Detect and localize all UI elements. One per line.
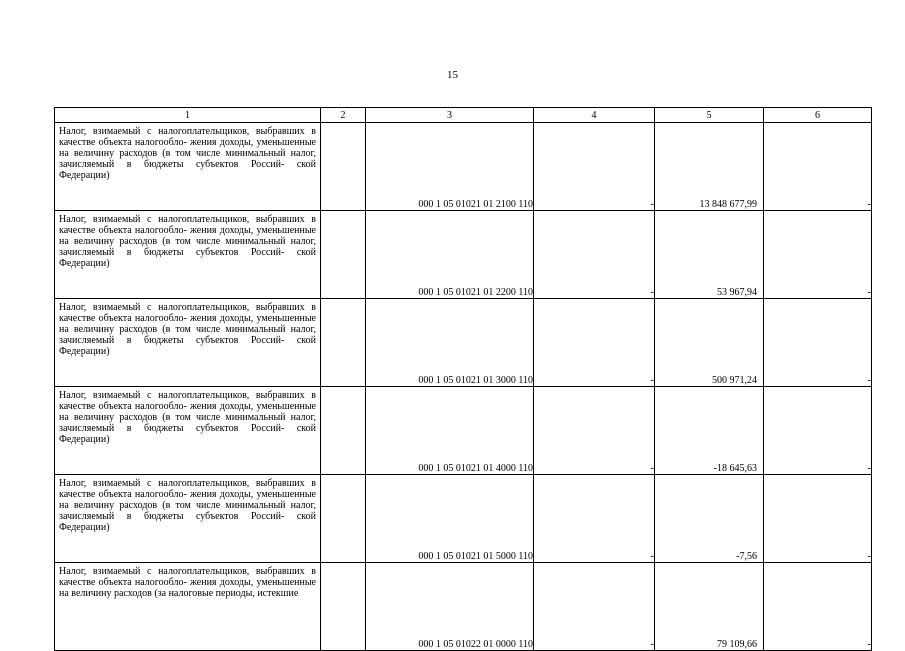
header-cell: 4 (534, 108, 655, 123)
percent-cell: - (764, 563, 872, 651)
budget-code-cell: 000 1 05 01021 01 2200 110 (366, 211, 534, 299)
amount-cell: 500 971,24 (655, 299, 764, 387)
percent-cell: - (764, 123, 872, 211)
plan-value-cell: - (534, 387, 655, 475)
header-cell: 2 (321, 108, 366, 123)
budget-code-cell: 000 1 05 01022 01 0000 110 (366, 563, 534, 651)
table-row (55, 123, 872, 211)
amount-cell: 53 967,94 (655, 211, 764, 299)
tax-description-cell (55, 475, 321, 563)
empty-cell (321, 211, 366, 299)
empty-cell (321, 123, 366, 211)
budget-code-cell: 000 1 05 01021 01 2100 110 (366, 123, 534, 211)
plan-value-cell: - (534, 475, 655, 563)
percent-cell: - (764, 299, 872, 387)
budget-code-cell: 000 1 05 01021 01 5000 110 (366, 475, 534, 563)
empty-cell (321, 299, 366, 387)
tax-description-cell (55, 387, 321, 475)
table-header-row (55, 108, 872, 123)
table-row (55, 299, 872, 387)
page-number: 15 (447, 69, 458, 81)
amount-cell: 79 109,66 (655, 563, 764, 651)
tax-description-cell (55, 563, 321, 651)
tax-description-cell (55, 299, 321, 387)
table-row (55, 563, 872, 651)
plan-value-cell: - (534, 563, 655, 651)
report-table (54, 107, 872, 651)
tax-description: Налог, взимаемый с налогоплательщиков, выбравших в качестве объекта налогообло- жения доходы, уменьшенные на величину расходов (в том числе минимальный налог, зачисляемый в бюджеты субъектов Россий- ской Федерации) (59, 214, 316, 269)
table-row (55, 475, 872, 563)
amount-cell: 13 848 677,99 (655, 123, 764, 211)
amount-cell: -18 645,63 (655, 387, 764, 475)
tax-description: Налог, взимаемый с налогоплательщиков, выбравших в качестве объекта налогообло- жения доходы, уменьшенные на величину расходов (в том числе минимальный налог, зачисляемый в бюджеты субъектов Россий- ской Федерации) (59, 478, 316, 533)
plan-value-cell: - (534, 123, 655, 211)
tax-description: Налог, взимаемый с налогоплательщиков, выбравших в качестве объекта налогообло- жения доходы, уменьшенные на величину расходов (в том числе минимальный налог, зачисляемый в бюджеты субъектов Россий- ской Федерации) (59, 390, 316, 445)
table-row (55, 387, 872, 475)
tax-description: Налог, взимаемый с налогоплательщиков, выбравших в качестве объекта налогообло- жения доходы, уменьшенные на величину расходов (за налоговые периоды, истекшие (59, 566, 316, 599)
empty-cell (321, 475, 366, 563)
header-cell: 1 (55, 108, 321, 123)
tax-description: Налог, взимаемый с налогоплательщиков, выбравших в качестве объекта налогообло- жения доходы, уменьшенные на величину расходов (в том числе минимальный налог, зачисляемый в бюджеты субъектов Россий- ской Федерации) (59, 302, 316, 357)
plan-value-cell: - (534, 211, 655, 299)
amount-cell: -7,56 (655, 475, 764, 563)
percent-cell: - (764, 387, 872, 475)
budget-code-cell: 000 1 05 01021 01 4000 110 (366, 387, 534, 475)
plan-value-cell: - (534, 299, 655, 387)
tax-description-cell (55, 123, 321, 211)
tax-description-cell (55, 211, 321, 299)
percent-cell: - (764, 475, 872, 563)
table-row (55, 211, 872, 299)
percent-cell: - (764, 211, 872, 299)
tax-description: Налог, взимаемый с налогоплательщиков, выбравших в качестве объекта налогообло- жения доходы, уменьшенные на величину расходов (в том числе минимальный налог, зачисляемый в бюджеты субъектов Россий- ской Федерации) (59, 126, 316, 181)
report-table-container (54, 107, 871, 650)
header-cell: 6 (764, 108, 872, 123)
budget-code-cell: 000 1 05 01021 01 3000 110 (366, 299, 534, 387)
header-cell: 5 (655, 108, 764, 123)
empty-cell (321, 563, 366, 651)
header-cell: 3 (366, 108, 534, 123)
empty-cell (321, 387, 366, 475)
